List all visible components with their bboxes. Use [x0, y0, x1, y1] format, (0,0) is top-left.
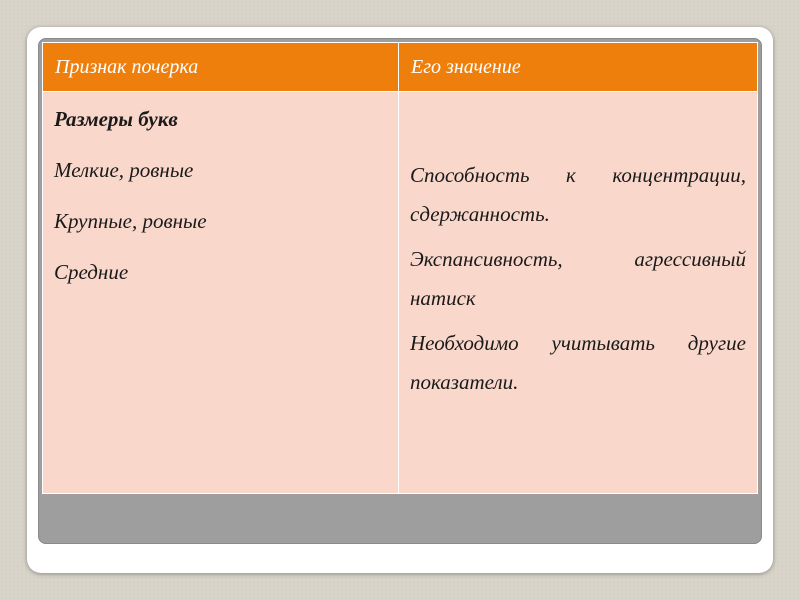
- feature-title: Размеры букв: [54, 107, 178, 131]
- feature-item: Средние: [54, 260, 129, 284]
- meaning-paragraph: Экспансивность, агрессивный натиск: [410, 247, 746, 310]
- slide: [27, 27, 773, 573]
- feature-cell: [43, 92, 399, 494]
- header-meaning: Его значение: [399, 43, 758, 92]
- header-feature: Признак почерка: [43, 43, 399, 92]
- table-frame: [38, 38, 762, 544]
- meaning-cell: [399, 92, 758, 494]
- meaning-paragraph: Способность к концентрации, сдержанность.: [410, 163, 746, 226]
- table-header-row: [43, 43, 758, 92]
- feature-item: Крупные, ровные: [54, 209, 207, 233]
- feature-item: Мелкие, ровные: [54, 158, 194, 182]
- meaning-paragraph: Необходимо учитывать другие показатели.: [410, 331, 746, 394]
- handwriting-table: [42, 42, 758, 494]
- table-row: [43, 92, 758, 494]
